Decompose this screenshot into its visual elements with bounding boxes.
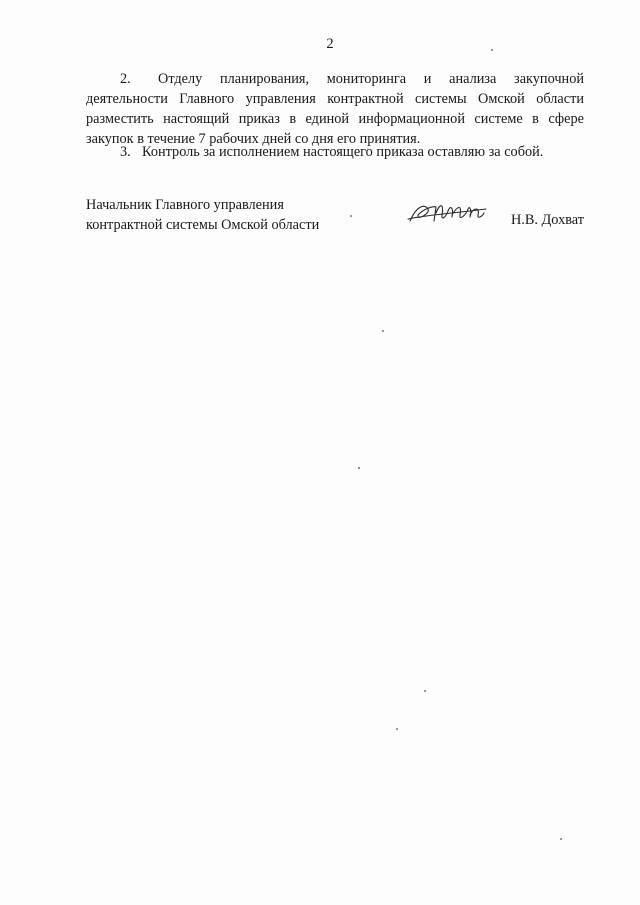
paragraph-2 xyxy=(86,69,584,149)
scan-speck xyxy=(424,690,426,692)
signer-position xyxy=(86,195,356,235)
signer-position-line-2: контрактной системы Омской области xyxy=(86,217,320,233)
signature-block xyxy=(86,195,584,239)
scan-speck xyxy=(491,49,493,51)
paragraph-3-text: Контроль за исполнением настоящего приказа оставляю за собой. xyxy=(142,144,544,160)
signer-name: Н.В. Дохват xyxy=(510,212,584,228)
paragraph-2-text: Отделу планирования, мониторинга и анализа закупочной деятельности Главного управления контрактной системы Омской области разместить настоящий приказ в единой информационной системе в сфере закупок в течение 7 рабочих дней со дня его принятия. xyxy=(86,71,584,147)
paragraph-3 xyxy=(86,142,584,162)
scan-speck xyxy=(382,330,384,332)
paragraph-2-number: 2. xyxy=(120,71,131,87)
page-number: 2 xyxy=(326,36,334,52)
scan-speck xyxy=(396,728,398,730)
paragraph-3-number: 3. xyxy=(120,144,131,160)
signer-position-line-1: Начальник Главного управления xyxy=(86,197,284,213)
scan-speck xyxy=(350,215,352,217)
scan-speck xyxy=(358,467,360,469)
handwritten-signature xyxy=(406,197,488,229)
scan-speck xyxy=(560,838,562,840)
